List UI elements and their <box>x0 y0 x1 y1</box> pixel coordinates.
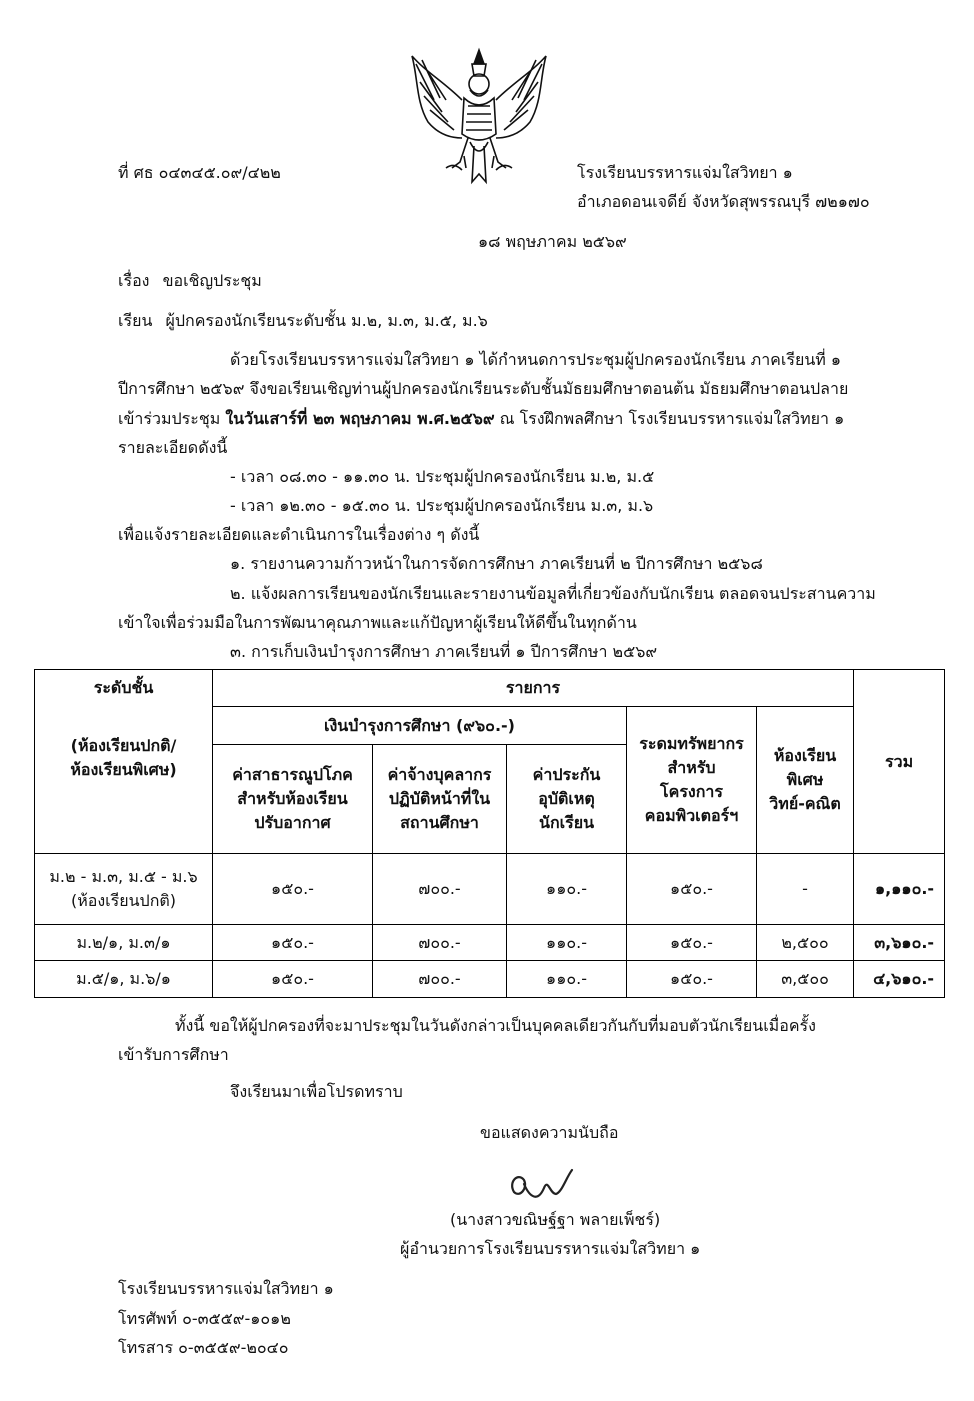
agenda-item-1: ๑. รายงานความก้าวหน้าในการจัดการศึกษา ภาคเรียนที่ ๒ ปีการศึกษา ๒๕๖๘ <box>230 554 763 573</box>
row-special: ๓,๕๐๐ <box>757 961 854 998</box>
body-p1-line2: ปีการศึกษา ๒๕๖๙ จึงขอเรียนเชิญท่านผู้ปกครองนักเรียนระดับชั้นมัธยมศึกษาตอนต้น มัธยมศึกษาตอนปลาย <box>118 379 849 398</box>
fee-table <box>34 669 945 998</box>
body-p1-line4: รายละเอียดดังนี้ <box>118 438 228 457</box>
row-insurance: ๑๑๐.- <box>507 961 627 998</box>
row-staff: ๗๐๐.- <box>373 925 507 961</box>
header-staff: ค่าจ้างบุคลากร ปฏิบัติหน้าที่ใน สถานศึกษา <box>373 745 507 854</box>
header-special-class: ห้องเรียน พิเศษ วิทย์-คณิต <box>757 707 854 854</box>
row-utility: ๑๕๐.- <box>213 854 373 925</box>
garuda-emblem-icon <box>404 42 554 192</box>
meeting-date-highlight: ในวันเสาร์ที่ ๒๓ พฤษภาคม พ.ศ.๒๕๖๙ <box>225 409 495 428</box>
row-total: ๓,๖๑๐.- <box>854 925 945 961</box>
header-computer-project: ระดมทรัพยากร สำหรับ โครงการ คอมพิวเตอร์ฯ <box>627 707 757 854</box>
signer-name: (นางสาวขณิษฐ์ฐา พลายเพ็ชร์) <box>450 1210 661 1229</box>
recipient-line <box>118 311 488 331</box>
schedule-time-1: - เวลา ๐๘.๓๐ - ๑๑.๓๐ น. ประชุมผู้ปกครองนักเรียน ม.๒, ม.๕ <box>230 467 655 486</box>
row-total: ๔,๖๑๐.- <box>854 961 945 998</box>
row-level: ม.๒/๑, ม.๓/๑ <box>35 925 213 961</box>
body-p1-line3-post: ณ โรงฝึกพลศึกษา โรงเรียนบรรหารแจ่มใสวิทยา ๑ <box>499 409 845 428</box>
row-insurance: ๑๑๐.- <box>507 925 627 961</box>
row-total: ๑,๑๑๐.- <box>854 854 945 925</box>
schedule-time-2: - เวลา ๑๒.๓๐ - ๑๕.๓๐ น. ประชุมผู้ปกครองนักเรียน ม.๓, ม.๖ <box>230 496 654 515</box>
agenda-item-3: ๓. การเก็บเงินบำรุงการศึกษา ภาคเรียนที่ ๑ ปีการศึกษา ๒๕๖๙ <box>230 642 658 661</box>
header-education-fund: เงินบำรุงการศึกษา (๙๖๐.-) <box>213 707 627 745</box>
row-insurance: ๑๑๐.- <box>507 854 627 925</box>
recipient-label: เรียน <box>118 311 153 330</box>
school-address: อำเภอดอนเจดีย์ จังหวัดสุพรรณบุรี ๗๒๑๗๐ <box>577 192 870 211</box>
row-computer: ๑๕๐.- <box>627 961 757 998</box>
handwritten-signature-icon <box>500 1158 580 1208</box>
body-p1-line3-pre: เข้าร่วมประชุม <box>118 409 221 428</box>
body-p1-line3 <box>118 409 844 429</box>
row-utility: ๑๕๐.- <box>213 961 373 998</box>
footer-fax: โทรสาร ๐-๓๕๕๙-๒๐๔๐ <box>118 1338 289 1357</box>
table-row <box>35 961 945 998</box>
subject-label: เรื่อง <box>118 271 150 290</box>
table-row <box>35 925 945 961</box>
header-items: รายการ <box>213 670 854 707</box>
row-utility: ๑๕๐.- <box>213 925 373 961</box>
subject-text: ขอเชิญประชุม <box>162 271 262 290</box>
header-insurance: ค่าประกัน อุบัติเหตุ นักเรียน <box>507 745 627 854</box>
closing-line3: จึงเรียนมาเพื่อโปรดทราบ <box>230 1082 403 1101</box>
table-row <box>35 854 945 925</box>
subject-line <box>118 271 262 291</box>
regards: ขอแสดงความนับถือ <box>480 1123 619 1142</box>
header-level: ระดับชั้น (ห้องเรียนปกติ/ ห้องเรียนพิเศษ) <box>35 670 213 854</box>
row-level: ม.๕/๑, ม.๖/๑ <box>35 961 213 998</box>
header-utility: ค่าสาธารณูปโภค สำหรับห้องเรียน ปรับอากาศ <box>213 745 373 854</box>
row-computer: ๑๕๐.- <box>627 854 757 925</box>
footer-phone: โทรศัพท์ ๐-๓๕๕๙-๑๐๑๒ <box>118 1309 291 1328</box>
row-special: ๒,๕๐๐ <box>757 925 854 961</box>
agenda-item-2-line2: เข้าใจเพื่อร่วมมือในการพัฒนาคุณภาพและแก้ปัญหาผู้เรียนให้ดีขึ้นในทุกด้าน <box>118 613 637 632</box>
closing-line1: ทั้งนี้ ขอให้ผู้ปกครองที่จะมาประชุมในวันดังกล่าวเป็นบุคคลเดียวกันกับที่มอบตัวนักเรียนเมื่อครั้ง <box>175 1016 816 1035</box>
school-name: โรงเรียนบรรหารแจ่มใสวิทยา ๑ <box>577 163 793 182</box>
row-staff: ๗๐๐.- <box>373 961 507 998</box>
row-staff: ๗๐๐.- <box>373 854 507 925</box>
closing-line2: เข้ารับการศึกษา <box>118 1045 229 1064</box>
body-p1-line1: ด้วยโรงเรียนบรรหารแจ่มใสวิทยา ๑ ได้กำหนดการประชุมผู้ปกครองนักเรียน ภาคเรียนที่ ๑ <box>230 350 842 369</box>
letter-date: ๑๘ พฤษภาคม ๒๕๖๙ <box>478 232 627 251</box>
row-level: ม.๒ - ม.๓, ม.๕ - ม.๖ (ห้องเรียนปกติ) <box>35 854 213 925</box>
row-special: - <box>757 854 854 925</box>
recipient-text: ผู้ปกครองนักเรียนระดับชั้น ม.๒, ม.๓, ม.๕, ม.๖ <box>165 311 488 330</box>
items-intro: เพื่อแจ้งรายละเอียดและดำเนินการในเรื่องต่าง ๆ ดังนี้ <box>118 525 480 544</box>
reference-number: ที่ ศธ ๐๔๓๔๕.๐๙/๔๒๒ <box>118 163 281 182</box>
agenda-item-2-line1: ๒. แจ้งผลการเรียนของนักเรียนและรายงานข้อมูลที่เกี่ยวข้องกับนักเรียน ตลอดจนประสานความ <box>230 584 876 603</box>
signer-position: ผู้อำนวยการโรงเรียนบรรหารแจ่มใสวิทยา ๑ <box>400 1239 701 1258</box>
header-total: รวม <box>854 670 945 854</box>
footer-school: โรงเรียนบรรหารแจ่มใสวิทยา ๑ <box>118 1279 334 1298</box>
row-computer: ๑๕๐.- <box>627 925 757 961</box>
